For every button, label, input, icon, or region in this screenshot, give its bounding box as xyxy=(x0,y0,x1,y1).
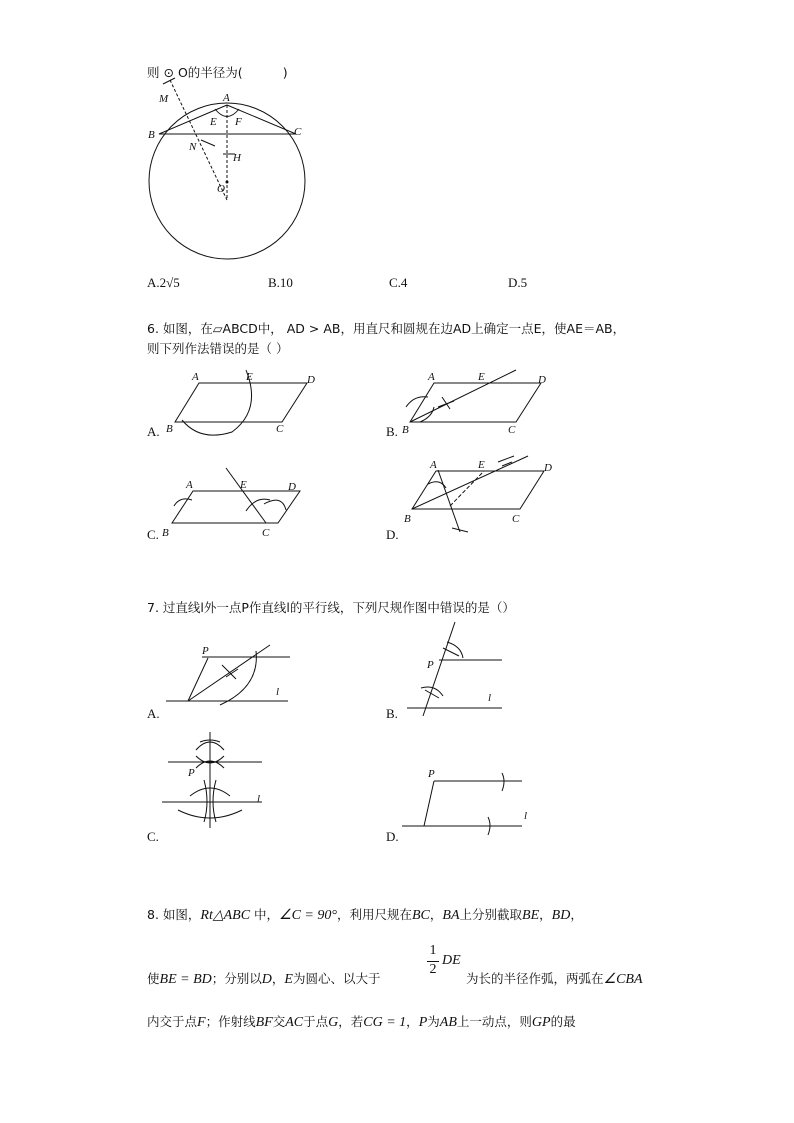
q7-option-d[interactable]: D. xyxy=(386,829,399,844)
svg-text:E: E xyxy=(478,371,485,383)
q5-option-a[interactable]: A.2√5 xyxy=(147,275,180,290)
q5-stem xyxy=(147,63,288,81)
q7-option-a[interactable]: A. xyxy=(147,706,160,721)
q5-option-c[interactable]: C.4 xyxy=(389,275,408,290)
label-H: H xyxy=(233,152,241,164)
svg-text:A: A xyxy=(186,479,193,491)
svg-text:P: P xyxy=(428,768,435,780)
q8-line1: 8. 如图，Rt△ABC 中，∠C = 90°，利用尺规在BC，BA上分别截取BE，BD， xyxy=(147,907,583,923)
svg-text:B: B xyxy=(404,513,411,525)
frac-numerator: 1 xyxy=(429,943,437,958)
q6-figure-b xyxy=(398,367,568,437)
circle-symbol-icon: ⊙ xyxy=(163,65,174,80)
frac-denominator: 2 xyxy=(429,962,437,977)
q6-option-b[interactable]: B. xyxy=(386,424,398,439)
q6-figure-d xyxy=(398,456,573,541)
svg-text:l: l xyxy=(488,692,492,704)
svg-text:P: P xyxy=(188,767,195,779)
svg-text:B: B xyxy=(402,424,409,436)
svg-text:E: E xyxy=(246,371,253,383)
svg-text:E: E xyxy=(240,479,247,491)
svg-text:P: P xyxy=(202,645,209,657)
q7-figure-b xyxy=(405,618,525,718)
svg-text:P: P xyxy=(427,659,434,671)
label-A: A xyxy=(223,92,230,104)
q6-option-d[interactable]: D. xyxy=(386,527,399,542)
label-E: E xyxy=(210,116,217,128)
q6-figure-c xyxy=(160,466,330,541)
q6-figure-a xyxy=(160,370,330,440)
label-O: O xyxy=(217,183,225,195)
svg-text:l: l xyxy=(257,793,261,805)
svg-text:C: C xyxy=(276,423,284,435)
q6-stem-line2: 则下列作法错误的是（ ） xyxy=(147,341,289,356)
svg-text:l: l xyxy=(276,686,280,698)
svg-text:D: D xyxy=(544,462,552,474)
q7-stem-line1: 7. 过直线l外一点P作直线l的平行线，下列尺规作图中错误的是（） xyxy=(147,600,515,615)
q7-figure-a xyxy=(160,643,310,713)
q6-stem-line1: 6. 如图，在▱ABCD中， AD > AB，用直尺和圆规在边AD上确定一点E，使AE＝AB， xyxy=(147,321,626,336)
svg-text:D: D xyxy=(307,374,315,386)
q5-option-d[interactable]: D.5 xyxy=(508,275,528,290)
q5-stem-prefix: 则 xyxy=(147,65,160,80)
label-M: M xyxy=(159,93,169,105)
q5-figure-circle-construction xyxy=(143,88,313,258)
svg-text:D: D xyxy=(538,374,546,386)
svg-text:l: l xyxy=(524,810,528,822)
q8-line2: 使BE = BD；分别以D，E为圆心、以大于 xyxy=(147,971,381,987)
q8-line3: 内交于点F；作射线BF交AC于点G，若CG = 1，P为AB上一动点，则GP的最 xyxy=(147,1014,576,1030)
q5-stem-close: ) xyxy=(282,65,288,80)
q5-stem-text: O的半径为( xyxy=(177,65,243,80)
q6-option-c[interactable]: C. xyxy=(147,527,159,542)
svg-text:A: A xyxy=(192,371,199,383)
q7-figure-d xyxy=(400,765,540,835)
svg-text:C: C xyxy=(508,424,516,436)
label-C: C xyxy=(294,126,302,138)
q6-option-a[interactable]: A. xyxy=(147,424,160,439)
svg-text:C: C xyxy=(512,513,520,525)
svg-text:A: A xyxy=(428,371,435,383)
label-B: B xyxy=(148,129,155,141)
svg-text:D: D xyxy=(288,481,296,493)
label-F: F xyxy=(235,116,242,128)
frac-variable: DE xyxy=(442,953,461,968)
svg-text:B: B xyxy=(166,423,173,435)
q7-figure-c xyxy=(160,730,280,830)
svg-text:A: A xyxy=(430,459,437,471)
q5-option-b[interactable]: B.10 xyxy=(268,275,293,290)
q7-option-c[interactable]: C. xyxy=(147,829,159,844)
svg-text:C: C xyxy=(262,527,270,539)
q8-line2-tail: 为长的半径作弧，两弧在∠CBA xyxy=(466,971,643,987)
svg-text:E: E xyxy=(478,459,485,471)
svg-text:B: B xyxy=(162,527,169,539)
q7-option-b[interactable]: B. xyxy=(386,706,398,721)
label-N: N xyxy=(189,141,197,153)
